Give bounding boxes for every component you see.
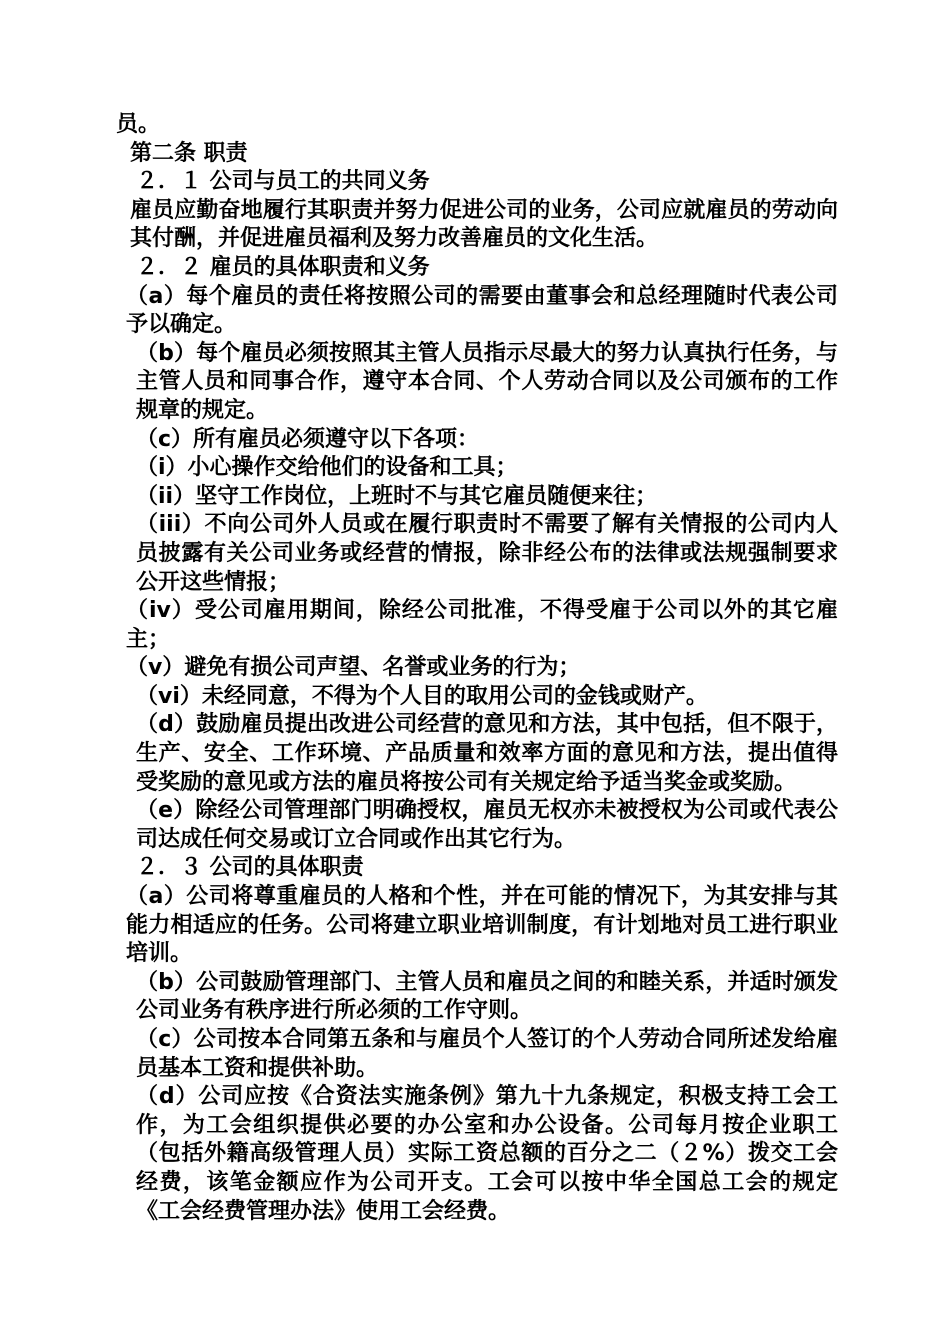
paragraph: 雇员应勤奋地履行其职责并努力促进公司的业务，公司应就雇员的劳动向其付酬，并促进雇员福利及努力改善雇员的文化生活。 (130, 197, 838, 252)
clause-item: （a）每个雇员的责任将按照公司的需要由董事会和总经理随时代表公司予以确定。 (126, 283, 838, 338)
clause-item: （d）公司应按《合资法实施条例》第九十九条规定，积极支持工会工作，为工会组织提供必要的办公室和办公设备。公司每月按企业职工（包括外籍高级管理人员）实际工资总额的百分之二（２%）拨交工会经费，该笔金额应作为公司开支。工会可以按中华全国总工会的规定《工会经费管理办法》使用工会经费。 (136, 1084, 838, 1224)
clause-item: （b）每个雇员必须按照其主管人员指示尽最大的努力认真执行任务，与主管人员和同事合作，遵守本合同、个人劳动合同以及公司颁布的工作规章的规定。 (136, 340, 838, 423)
clause-item: （d）鼓励雇员提出改进公司经营的意见和方法，其中包括，但不限于，生产、安全、工作环境、产品质量和效率方面的意见和方法，提出值得受奖励的意见或方法的雇员将按公司有关规定给予适当奖金或奖励。 (136, 712, 838, 795)
sub-clause-item: （ii）坚守工作岗位，上班时不与其它雇员随便来往； (136, 483, 658, 509)
sub-clause-item: （vi）未经同意，不得为个人目的取用公司的金钱或财产。 (136, 683, 708, 709)
sub-clause-item: （i）小心操作交给他们的设备和工具； (136, 455, 518, 481)
sub-clause-item: （iv）受公司雇用期间，除经公司批准，不得受雇于公司以外的其它雇主； (126, 598, 838, 652)
clause-item: （c）所有雇员必须遵守以下各项： (136, 426, 480, 452)
clause-item: （b）公司鼓励管理部门、主管人员和雇员之间的和睦关系，并适时颁发公司业务有秩序进行所必须的工作守则。 (136, 969, 838, 1024)
article-heading: 第二条 职责 (130, 140, 248, 166)
clause-item: （c）公司按本合同第五条和与雇员个人签订的个人劳动合同所述发给雇员基本工资和提供补助。 (136, 1027, 838, 1081)
clause-item: （a）公司将尊重雇员的人格和个性，并在可能的情况下，为其安排与其能力相适应的任务。公司将建立职业培训制度，有计划地对员工进行职业培训。 (126, 884, 838, 967)
sub-clause-item: （iii）不向公司外人员或在履行职责时不需要了解有关情报的公司内人员披露有关公司业务或经营的情报，除非经公布的法律或法规强制要求公开这些情报； (136, 512, 838, 595)
document-body (116, 111, 838, 1226)
section-heading: ２．２ 雇员的具体职责和义务 (136, 254, 430, 280)
section-heading: ２．３ 公司的具体职责 (136, 855, 364, 881)
clause-item: （e）除经公司管理部门明确授权，雇员无权亦未被授权为公司或代表公司达成任何交易或订立合同或作出其它行为。 (136, 798, 838, 852)
section-heading: ２．１ 公司与员工的共同义务 (136, 169, 430, 195)
paragraph-continuation: 员。 (116, 112, 161, 137)
sub-clause-item: （v）避免有损公司声望、名誉或业务的行为； (126, 655, 581, 681)
